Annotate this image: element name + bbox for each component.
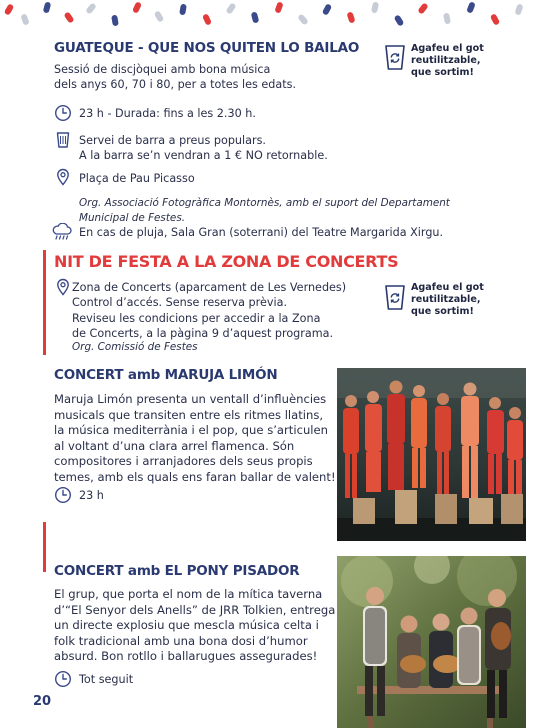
section1-description: Sessió de discjòquei amb bona música dels anys 60, 70 i 80, per a totes les edats. [54, 63, 297, 92]
section1-rain-info: En cas de pluja, Sala Gran (soterrani) del Teatre Margarida Xirgu. [79, 226, 444, 239]
section1-time: 23 h - Durada: fins a les 2.30 h. [79, 107, 256, 120]
section2-organizer: Org. Comissió de Festes [72, 341, 198, 353]
section1-place: Plaça de Pau Picasso [79, 172, 195, 185]
concert2-description: El grup, que porta el nom de la mítica taverna d’“El Senyor dels Anells” de JRR Tolkien, entrega un directe explosiu que mescla música celta i folk tradicional amb una bona dosi d’humor absurd. Bon rotllo i ballarugues assegurades! [54, 587, 336, 664]
concert2-time: Tot seguit [79, 673, 134, 686]
section1-cup-message: Agafeu el got reutilitzable, que sortim! [411, 43, 484, 78]
reusable-cup-icon [384, 44, 406, 71]
section2-place: Zona de Concerts (aparcament de Les Vernedes) Control d’accés. Sense reserva prèvia. Reviseu les condicions per accedir a la Zona de Concerts, a la pàgina 9 d’aquest programa. [72, 281, 347, 341]
accent-line-2 [43, 522, 46, 572]
concert1-title: CONCERT amb MARUJA LIMÓN [54, 367, 278, 383]
reusable-cup-icon [384, 284, 406, 311]
section2-title: NIT DE FESTA A LA ZONA DE CONCERTS [54, 252, 399, 271]
concert2-band-photo [337, 556, 526, 728]
section1-title: GUATEQUE - QUE NOS QUITEN LO BAILAO [54, 40, 360, 56]
clock-icon [54, 486, 72, 504]
location-pin-icon [54, 168, 72, 186]
accent-line-1 [43, 250, 46, 355]
rain-cloud-icon [51, 223, 73, 241]
section1-organizer: Org. Associació Fotogràfica Montornès, amb el suport del Departament Municipal de Festes. [79, 197, 450, 224]
concert1-description: Maruja Limón presenta un ventall d’influències musicals que transiten entre els ritmes llatins, la música mediterrània i el pop, que s’articulen al voltant d’una clara arrel flamenca. Són compositores i arranjadores dels seus propis temes, amb els quals ens faran ballar de valent! [54, 392, 336, 484]
concert2-title: CONCERT amb EL PONY PISADOR [54, 563, 300, 579]
location-pin-icon [54, 278, 72, 296]
confetti-decoration [0, 0, 537, 30]
clock-icon [54, 104, 72, 122]
cup-icon [54, 131, 72, 149]
section2-cup-message: Agafeu el got reutilitzable, que sortim! [411, 282, 484, 317]
page-number: 20 [33, 694, 52, 709]
concert1-time: 23 h [79, 489, 104, 502]
section1-bar-info: Servei de barra a preus populars. A la barra se’n vendran a 1 € NO retornable. [79, 134, 328, 163]
concert1-band-photo [337, 368, 526, 541]
clock-icon [54, 670, 72, 688]
